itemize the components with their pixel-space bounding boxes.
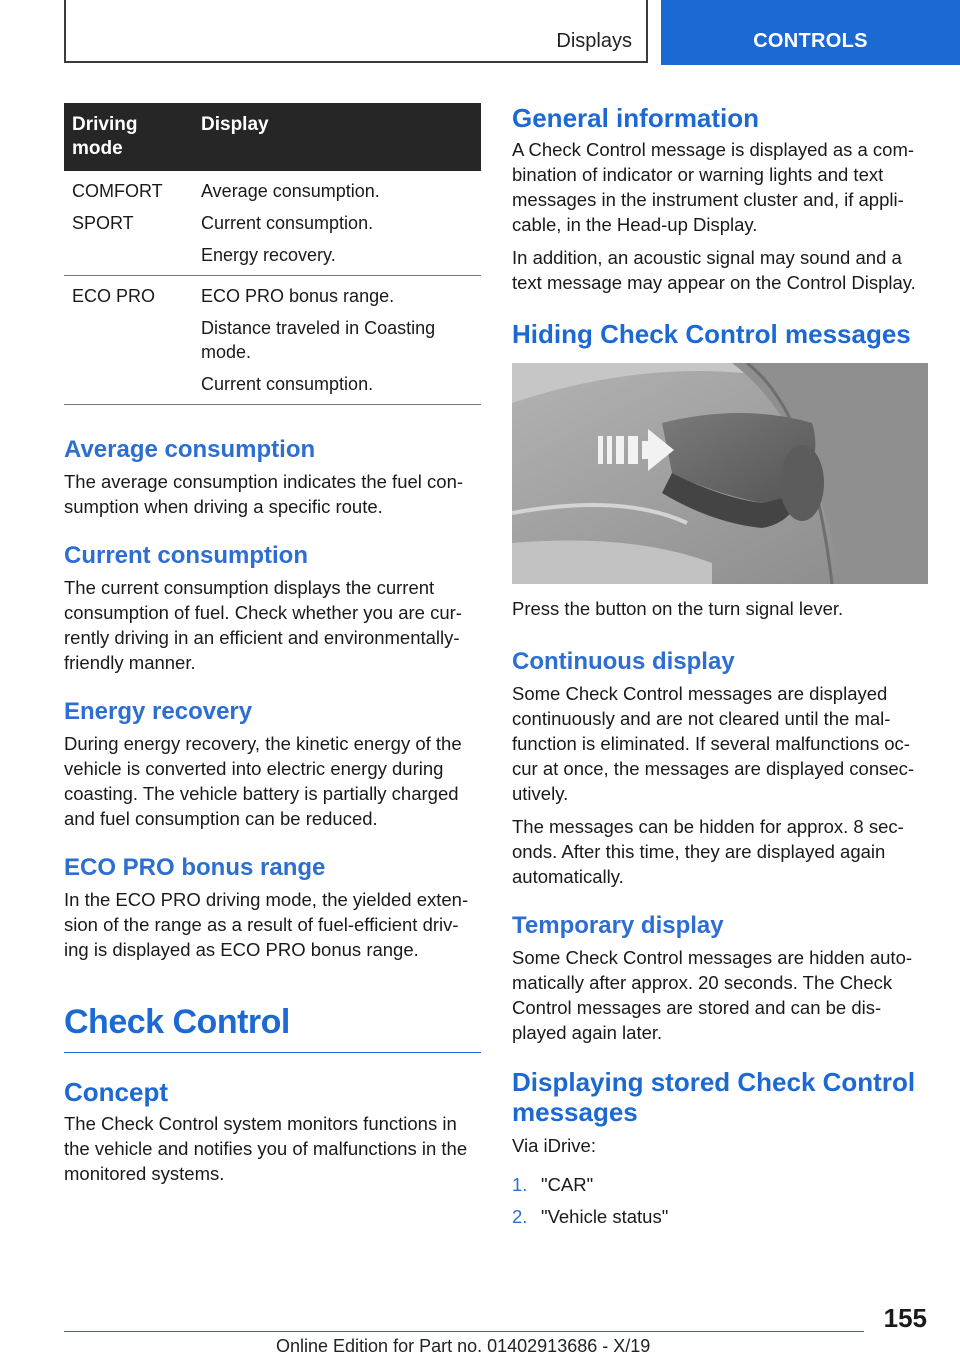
text-via-idrive: Via iDrive: [512,1135,596,1156]
right-column [512,103,928,1236]
table-header-row [64,103,481,171]
mode-sport: SPORT [72,213,134,233]
mode-comfort: COMFORT [72,181,163,201]
step-text: "Vehicle status" [541,1206,669,1227]
text-temporary-display: Some Check Control messages are hidden auto-matically after approx. 20 seconds. The Check Control messages are stored and can be dis-played again later. [512,947,913,1043]
table-cell-modes [64,276,193,405]
text-energy-recovery: During energy recovery, the kinetic energy of the vehicle is converted into electric energy during coasting. The vehicle battery is partially charged and fuel consumption can be reduced. [64,733,462,829]
text-concept: The Check Control system monitors functions in the vehicle and notifies you of malfunctions in the monitored systems. [64,1113,468,1184]
left-column [64,103,481,1186]
display-item: ECO PRO bonus range. [201,286,395,306]
header-frame [64,0,648,63]
text-continuous-display-1: Some Check Control messages are displayed continuously and are not cleared until the mal-function is eliminated. If several malfunctions oc-cur at once, the messages are displayed consec-utively. [512,683,915,804]
step-number: 1. [512,1174,528,1195]
heading-energy-recovery: Energy recovery [64,698,253,725]
list-item [512,1172,928,1197]
display-item: Current consumption. [201,374,374,394]
footer-edition: Online Edition for Part no. 01402913686 - X/19 [276,1336,651,1356]
header-tab-controls[interactable]: CONTROLS [661,0,960,65]
table-header-driving-mode: Driving mode [64,103,193,171]
driving-mode-table [64,103,481,405]
table-row [64,171,481,276]
display-item: Distance traveled in Coasting mode. [201,318,436,362]
heading-concept: Concept [64,1077,168,1107]
text-continuous-display-2: The messages can be hidden for approx. 8 sec-onds. After this time, they are displayed again automatically. [512,816,904,887]
text-general-information-1: A Check Control message is displayed as a com-bination of indicator or warning lights and text messages in the instrument cluster and, if appli-cable, in the Head-up Display. [512,139,915,235]
display-item: Current consumption. [201,213,374,233]
header-section-title: Displays [556,30,632,52]
table-cell-displays [193,171,481,276]
footer-rule [64,1331,864,1332]
text-eco-pro-bonus-range: In the ECO PRO driving mode, the yielded exten-sion of the range as a result of fuel-efficient driv-ing is displayed as ECO PRO bonus range. [64,889,469,960]
text-general-information-2: In addition, an acoustic signal may sound and a text message may appear on the Control Display. [512,247,916,293]
table-cell-modes [64,171,193,276]
table-row [64,276,481,405]
heading-displaying-stored-messages: Displaying stored Check Control messages [512,1067,916,1127]
heading-hiding-messages: Hiding Check Control messages [512,319,911,349]
heading-check-control: Check Control [64,1003,290,1041]
display-item: Average consumption. [201,181,380,201]
heading-eco-pro-bonus-range: ECO PRO bonus range [64,854,326,881]
heading-current-consumption: Current consumption [64,542,308,569]
heading-continuous-display: Continuous display [512,648,735,675]
list-item [512,1204,928,1229]
step-text: "CAR" [541,1174,594,1195]
page-number: 155 [883,1303,927,1333]
step-number: 2. [512,1206,528,1227]
table-cell-displays [193,276,481,405]
turn-signal-lever-illustration [512,363,928,584]
heading-temporary-display: Temporary display [512,912,724,939]
display-item: Energy recovery. [201,245,336,265]
text-average-consumption: The average consumption indicates the fuel con-sumption when driving a specific route. [64,471,464,517]
heading-average-consumption: Average consumption [64,436,316,463]
text-current-consumption: The current consumption displays the current consumption of fuel. Check whether you are cur-rently driving in an efficient and environmentally-friendly manner. [64,577,462,673]
table-header-display: Display [193,103,481,171]
mode-eco-pro: ECO PRO [72,286,156,306]
figure-caption: Press the button on the turn signal lever. [512,598,844,619]
idrive-steps [512,1172,928,1229]
heading-general-information: General information [512,103,760,133]
